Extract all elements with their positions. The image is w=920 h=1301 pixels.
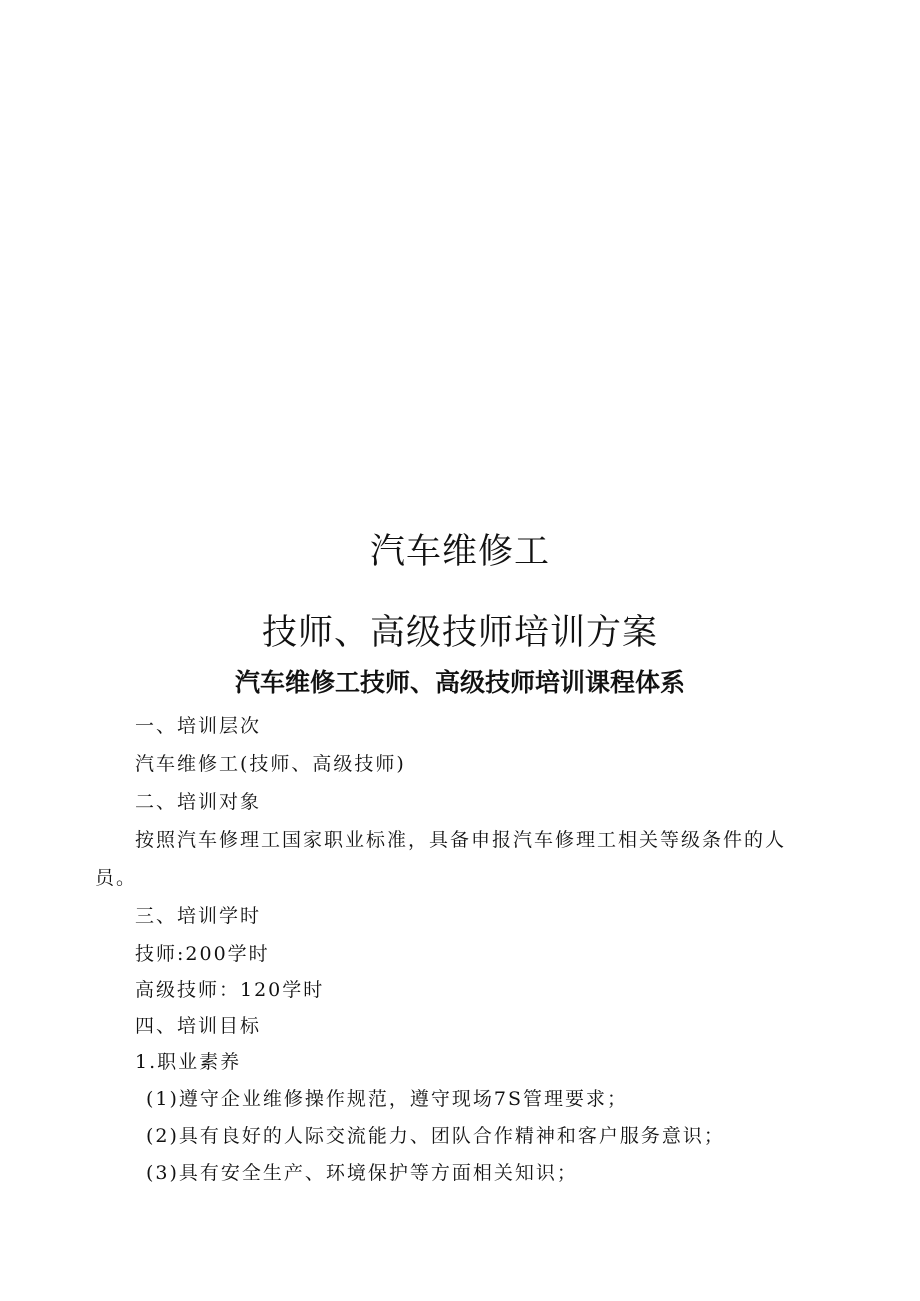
professional-quality-heading: 1.职业素养 [135, 1051, 242, 1073]
document-title: 汽车维修工 [369, 532, 550, 572]
document-subtitle: 技师、高级技师培训方案 [261, 613, 658, 653]
section-training-goals: 四、培训目标 [135, 1015, 262, 1037]
course-system-heading: 汽车维修工技师、高级技师培训课程体系 [234, 668, 685, 697]
senior-technician-hours: 高级技师：120学时 [135, 979, 325, 1001]
section-training-target: 二、培训对象 [135, 791, 262, 813]
training-level-text: 汽车维修工(技师、高级技师) [135, 753, 406, 775]
training-target-text-line-1: 按照汽车修理工国家职业标准，具备申报汽车修理工相关等级条件的人 [135, 829, 787, 851]
goal-item-3: (3)具有安全生产、环境保护等方面相关知识； [146, 1162, 578, 1184]
section-training-hours: 三、培训学时 [135, 905, 262, 927]
section-training-level: 一、培训层次 [135, 715, 262, 737]
training-target-text-line-2: 员。 [95, 867, 138, 889]
goal-item-1: (1)遵守企业维修操作规范，遵守现场7S管理要求； [146, 1088, 629, 1110]
technician-hours: 技师:200学时 [135, 943, 270, 965]
goal-item-2: (2)具有良好的人际交流能力、团队合作精神和客户服务意识； [146, 1125, 725, 1147]
